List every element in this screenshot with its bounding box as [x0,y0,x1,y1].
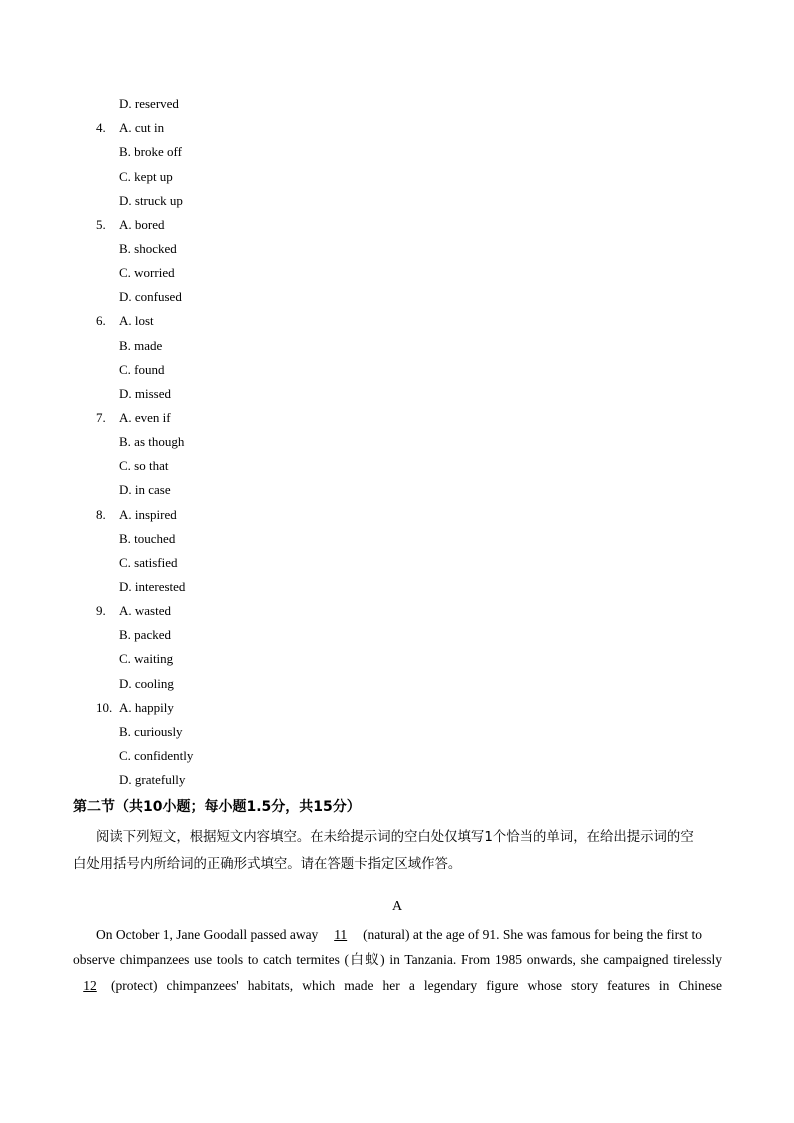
q6-option-a: A. lost [119,313,154,328]
q6-option-d: D. missed [119,386,171,401]
q8-option-c: C. satisfied [119,555,178,570]
blank-12: 12 [83,978,97,993]
question-number-6: 6. [96,313,106,328]
q8-option-d: D. interested [119,579,186,594]
q10-option-a: A. happily [119,700,174,715]
q4-option-a: A. cut in [119,120,165,135]
q9-option-c: C. waiting [119,651,174,666]
q5-option-b: B. shocked [119,241,177,256]
q10-option-b: B. curiously [119,724,183,739]
q9-option-b: B. packed [119,627,171,642]
question-number-5: 5. [96,217,106,232]
q5-option-c: C. worried [119,265,175,280]
q6-option-c: C. found [119,362,165,377]
q10-option-d: D. gratefully [119,772,186,787]
question-number-8: 8. [96,507,106,522]
question-number-10: 10. [96,700,113,715]
section-instruction-line-1: 阅读下列短文，根据短文内容填空。在未给提示词的空白处仅填写1个恰当的单词，在给出提示词的空 [96,830,694,845]
q7-option-d: D. in case [119,482,171,497]
passage-line-1-end: (natural) at the age of 91. She was famous for being the first to [359,927,702,942]
question-number-9: 9. [96,603,106,618]
passage-title: A [391,899,403,914]
passage-line-2: observe chimpanzees use tools to catch termites (白蚁) in Tanzania. From 1985 onwards, she campaigned tirelessly [73,952,722,967]
passage-line-1 [96,926,722,944]
q3-option-d: D. reserved [119,96,179,111]
q4-option-d: D. struck up [119,193,183,208]
q4-option-b: B. broke off [119,144,182,159]
q8-option-b: B. touched [119,531,176,546]
q10-option-c: C. confidently [119,748,194,763]
section-instruction-line-2: 白处用括号内所给词的正确形式填空。请在答题卡指定区域作答。 [73,857,462,872]
blank-11: 11 [334,927,348,942]
q7-option-a: A. even if [119,410,171,425]
q4-option-c: C. kept up [119,169,173,184]
q8-option-a: A. inspired [119,507,177,522]
question-number-4: 4. [96,120,106,135]
passage-line-3 [73,977,722,995]
q9-option-d: D. cooling [119,676,174,691]
q5-option-d: D. confused [119,289,182,304]
q7-option-c: C. so that [119,458,169,473]
section-heading: 第二节（共10小题；每小题1.5分，共15分） [73,799,361,815]
q6-option-b: B. made [119,338,163,353]
passage-line-1-start: On October 1, Jane Goodall passed away [96,927,322,942]
q7-option-b: B. as though [119,434,185,449]
passage-line-3-text: (protect) chimpanzees' habitats, which made her a legendary figure whose story features in Chinese [111,978,722,993]
question-number-7: 7. [96,410,106,425]
q9-option-a: A. wasted [119,603,171,618]
q5-option-a: A. bored [119,217,165,232]
